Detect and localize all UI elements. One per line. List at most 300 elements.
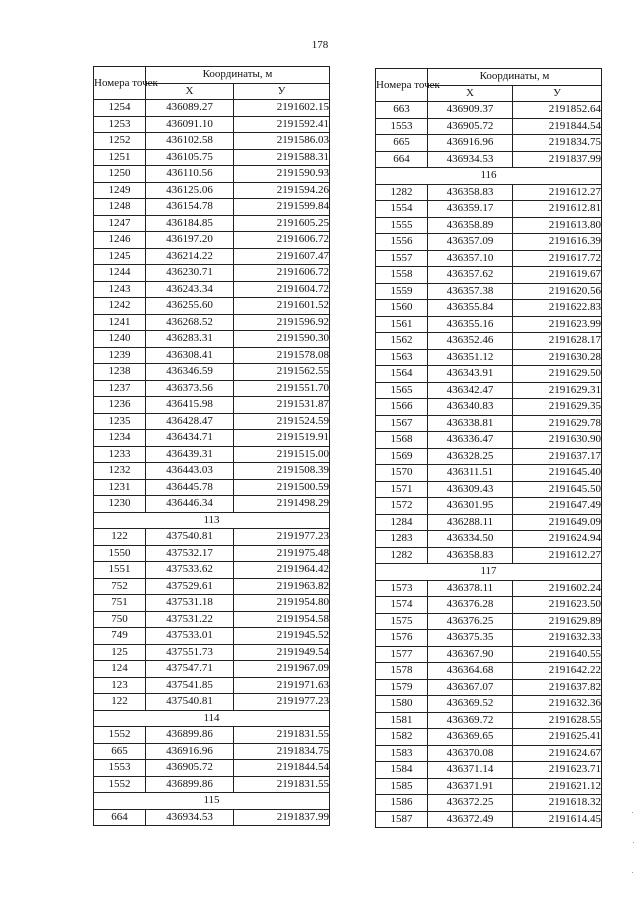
point-number-cell: 1583 [376, 745, 428, 762]
x-coordinate-cell: 436371.14 [428, 762, 513, 779]
y-coordinate-cell: 2191844.54 [234, 760, 330, 777]
point-number-cell: 1572 [376, 498, 428, 515]
header-x: Х [146, 83, 234, 100]
y-coordinate-cell: 2191601.52 [234, 298, 330, 315]
point-number-cell: 1566 [376, 399, 428, 416]
x-coordinate-cell: 436334.50 [428, 531, 513, 548]
point-number-cell: 1248 [94, 199, 146, 216]
x-coordinate-cell: 436355.16 [428, 316, 513, 333]
y-coordinate-cell: 2191967.09 [234, 661, 330, 678]
table-row [94, 611, 330, 628]
point-number-cell: 1570 [376, 465, 428, 482]
x-coordinate-cell: 436373.56 [146, 380, 234, 397]
y-coordinate-cell: 2191649.09 [513, 514, 602, 531]
y-coordinate-cell: 2191606.72 [234, 232, 330, 249]
x-coordinate-cell: 436376.28 [428, 597, 513, 614]
x-coordinate-cell: 437541.85 [146, 677, 234, 694]
y-coordinate-cell: 2191531.87 [234, 397, 330, 414]
y-coordinate-cell: 2191630.90 [513, 432, 602, 449]
table-row [376, 514, 602, 531]
table-row [94, 364, 330, 381]
header-coordinates: Координаты, м [146, 67, 330, 84]
section-number: 114 [94, 710, 330, 727]
point-number-cell: 1234 [94, 430, 146, 447]
x-coordinate-cell: 436357.09 [428, 234, 513, 251]
x-coordinate-cell: 436358.83 [428, 547, 513, 564]
y-coordinate-cell: 2191498.29 [234, 496, 330, 513]
y-coordinate-cell: 2191954.58 [234, 611, 330, 628]
point-number-cell: 1232 [94, 463, 146, 480]
y-coordinate-cell: 2191604.72 [234, 281, 330, 298]
y-coordinate-cell: 2191625.41 [513, 729, 602, 746]
point-number-cell: 1571 [376, 481, 428, 498]
y-coordinate-cell: 2191629.89 [513, 613, 602, 630]
point-number-cell: 1245 [94, 248, 146, 265]
point-number-cell: 1553 [94, 760, 146, 777]
y-coordinate-cell: 2191588.31 [234, 149, 330, 166]
table-row [376, 597, 602, 614]
point-number-cell: 1553 [376, 118, 428, 135]
x-coordinate-cell: 436338.81 [428, 415, 513, 432]
point-number-cell: 664 [94, 809, 146, 826]
table-row [376, 465, 602, 482]
table-row [376, 151, 602, 168]
table-row [376, 811, 602, 828]
y-coordinate-cell: 2191594.26 [234, 182, 330, 199]
coordinates-table-right [375, 68, 602, 828]
y-coordinate-cell: 2191837.99 [513, 151, 602, 168]
point-number-cell: 749 [94, 628, 146, 645]
x-coordinate-cell: 436184.85 [146, 215, 234, 232]
point-number-cell: 1254 [94, 100, 146, 117]
x-coordinate-cell: 437531.22 [146, 611, 234, 628]
y-coordinate-cell: 2191596.92 [234, 314, 330, 331]
section-row [376, 564, 602, 581]
point-number-cell: 1250 [94, 166, 146, 183]
x-coordinate-cell: 436288.11 [428, 514, 513, 531]
y-coordinate-cell: 2191613.80 [513, 217, 602, 234]
point-number-cell: 1564 [376, 366, 428, 383]
table-row [376, 646, 602, 663]
x-coordinate-cell: 437529.61 [146, 578, 234, 595]
y-coordinate-cell: 2191834.75 [234, 743, 330, 760]
y-coordinate-cell: 2191977.23 [234, 529, 330, 546]
y-coordinate-cell: 2191602.15 [234, 100, 330, 117]
point-number-cell: 665 [376, 135, 428, 152]
point-number-cell: 1577 [376, 646, 428, 663]
x-coordinate-cell: 436091.10 [146, 116, 234, 133]
header-x: Х [428, 85, 513, 102]
y-coordinate-cell: 2191624.67 [513, 745, 602, 762]
header-y: У [513, 85, 602, 102]
point-number-cell: 1558 [376, 267, 428, 284]
x-coordinate-cell: 436446.34 [146, 496, 234, 513]
y-coordinate-cell: 2191637.82 [513, 679, 602, 696]
y-coordinate-cell: 2191623.71 [513, 762, 602, 779]
point-number-cell: 122 [94, 529, 146, 546]
table-row [376, 580, 602, 597]
x-coordinate-cell: 436105.75 [146, 149, 234, 166]
table-row [376, 399, 602, 416]
table-row [376, 135, 602, 152]
table-row [94, 694, 330, 711]
point-number-cell: 1565 [376, 382, 428, 399]
x-coordinate-cell: 436268.52 [146, 314, 234, 331]
table-row [94, 677, 330, 694]
section-number: 115 [94, 793, 330, 810]
x-coordinate-cell: 436367.07 [428, 679, 513, 696]
point-number-cell: 1231 [94, 479, 146, 496]
x-coordinate-cell: 436243.34 [146, 281, 234, 298]
y-coordinate-cell: 2191640.55 [513, 646, 602, 663]
x-coordinate-cell: 436899.86 [146, 727, 234, 744]
y-coordinate-cell: 2191623.99 [513, 316, 602, 333]
scan-speck [633, 842, 634, 843]
x-coordinate-cell: 436899.86 [146, 776, 234, 793]
point-number-cell: 1561 [376, 316, 428, 333]
x-coordinate-cell: 436445.78 [146, 479, 234, 496]
y-coordinate-cell: 2191629.35 [513, 399, 602, 416]
table-row [94, 265, 330, 282]
x-coordinate-cell: 436309.43 [428, 481, 513, 498]
table-row [94, 760, 330, 777]
point-number-cell: 664 [376, 151, 428, 168]
point-number-cell: 1241 [94, 314, 146, 331]
y-coordinate-cell: 2191605.25 [234, 215, 330, 232]
table-row [376, 184, 602, 201]
x-coordinate-cell: 437540.81 [146, 529, 234, 546]
point-number-cell: 1233 [94, 446, 146, 463]
x-coordinate-cell: 437531.18 [146, 595, 234, 612]
table-row [376, 234, 602, 251]
x-coordinate-cell: 436439.31 [146, 446, 234, 463]
table-row [94, 347, 330, 364]
table-row [94, 446, 330, 463]
point-number-cell: 1239 [94, 347, 146, 364]
y-coordinate-cell: 2191622.83 [513, 300, 602, 317]
y-coordinate-cell: 2191977.23 [234, 694, 330, 711]
y-coordinate-cell: 2191620.56 [513, 283, 602, 300]
y-coordinate-cell: 2191963.82 [234, 578, 330, 595]
y-coordinate-cell: 2191599.84 [234, 199, 330, 216]
table-row [376, 679, 602, 696]
y-coordinate-cell: 2191508.39 [234, 463, 330, 480]
y-coordinate-cell: 2191519.91 [234, 430, 330, 447]
x-coordinate-cell: 436340.83 [428, 399, 513, 416]
x-coordinate-cell: 436372.49 [428, 811, 513, 828]
y-coordinate-cell: 2191844.54 [513, 118, 602, 135]
y-coordinate-cell: 2191632.36 [513, 696, 602, 713]
y-coordinate-cell: 2191606.72 [234, 265, 330, 282]
y-coordinate-cell: 2191602.24 [513, 580, 602, 597]
point-number-cell: 1563 [376, 349, 428, 366]
point-number-cell: 1559 [376, 283, 428, 300]
table-row [94, 809, 330, 826]
x-coordinate-cell: 436214.22 [146, 248, 234, 265]
x-coordinate-cell: 436197.20 [146, 232, 234, 249]
y-coordinate-cell: 2191612.81 [513, 201, 602, 218]
point-number-cell: 1562 [376, 333, 428, 350]
point-number-cell: 1578 [376, 663, 428, 680]
y-coordinate-cell: 2191831.55 [234, 727, 330, 744]
point-number-cell: 1284 [376, 514, 428, 531]
point-number-cell: 1582 [376, 729, 428, 746]
table-row [94, 281, 330, 298]
header-point-numbers: Номера точек [376, 69, 428, 102]
header-y: У [234, 83, 330, 100]
table-row [376, 630, 602, 647]
point-number-cell: 1576 [376, 630, 428, 647]
y-coordinate-cell: 2191551.70 [234, 380, 330, 397]
y-coordinate-cell: 2191971.63 [234, 677, 330, 694]
x-coordinate-cell: 436434.71 [146, 430, 234, 447]
x-coordinate-cell: 436359.17 [428, 201, 513, 218]
point-number-cell: 1551 [94, 562, 146, 579]
x-coordinate-cell: 436346.59 [146, 364, 234, 381]
point-number-cell: 1251 [94, 149, 146, 166]
table-row [376, 217, 602, 234]
y-coordinate-cell: 2191500.59 [234, 479, 330, 496]
table-row [94, 331, 330, 348]
table-row [376, 267, 602, 284]
table-row [376, 729, 602, 746]
point-number-cell: 1246 [94, 232, 146, 249]
table-row [94, 215, 330, 232]
point-number-cell: 1243 [94, 281, 146, 298]
table-row [376, 696, 602, 713]
table-row [376, 201, 602, 218]
x-coordinate-cell: 436369.65 [428, 729, 513, 746]
x-coordinate-cell: 436443.03 [146, 463, 234, 480]
y-coordinate-cell: 2191647.49 [513, 498, 602, 515]
table-row [94, 529, 330, 546]
y-coordinate-cell: 2191614.45 [513, 811, 602, 828]
table-row [94, 232, 330, 249]
y-coordinate-cell: 2191590.93 [234, 166, 330, 183]
y-coordinate-cell: 2191629.78 [513, 415, 602, 432]
x-coordinate-cell: 436916.96 [428, 135, 513, 152]
point-number-cell: 1230 [94, 496, 146, 513]
table-body-left [94, 100, 330, 826]
point-number-cell: 1555 [376, 217, 428, 234]
point-number-cell: 752 [94, 578, 146, 595]
table-row [94, 578, 330, 595]
point-number-cell: 122 [94, 694, 146, 711]
point-number-cell: 1581 [376, 712, 428, 729]
section-number: 113 [94, 512, 330, 529]
x-coordinate-cell: 437533.62 [146, 562, 234, 579]
y-coordinate-cell: 2191612.27 [513, 184, 602, 201]
x-coordinate-cell: 436358.89 [428, 217, 513, 234]
table-row [376, 349, 602, 366]
table-row [376, 102, 602, 119]
y-coordinate-cell: 2191619.67 [513, 267, 602, 284]
x-coordinate-cell: 436125.06 [146, 182, 234, 199]
point-number-cell: 1560 [376, 300, 428, 317]
x-coordinate-cell: 436357.10 [428, 250, 513, 267]
y-coordinate-cell: 2191616.39 [513, 234, 602, 251]
x-coordinate-cell: 436230.71 [146, 265, 234, 282]
section-row [94, 793, 330, 810]
x-coordinate-cell: 436355.84 [428, 300, 513, 317]
y-coordinate-cell: 2191975.48 [234, 545, 330, 562]
point-number-cell: 1282 [376, 184, 428, 201]
table-row [376, 712, 602, 729]
y-coordinate-cell: 2191632.33 [513, 630, 602, 647]
point-number-cell: 1238 [94, 364, 146, 381]
x-coordinate-cell: 436352.46 [428, 333, 513, 350]
point-number-cell: 1242 [94, 298, 146, 315]
x-coordinate-cell: 436370.08 [428, 745, 513, 762]
x-coordinate-cell: 436934.53 [146, 809, 234, 826]
table-row [376, 300, 602, 317]
table-row [376, 795, 602, 812]
x-coordinate-cell: 436343.91 [428, 366, 513, 383]
point-number-cell: 1569 [376, 448, 428, 465]
y-coordinate-cell: 2191586.03 [234, 133, 330, 150]
y-coordinate-cell: 2191645.40 [513, 465, 602, 482]
point-number-cell: 751 [94, 595, 146, 612]
x-coordinate-cell: 437532.17 [146, 545, 234, 562]
point-number-cell: 1283 [376, 531, 428, 548]
table-row [376, 613, 602, 630]
x-coordinate-cell: 436369.72 [428, 712, 513, 729]
y-coordinate-cell: 2191515.00 [234, 446, 330, 463]
point-number-cell: 1556 [376, 234, 428, 251]
point-number-cell: 1575 [376, 613, 428, 630]
y-coordinate-cell: 2191629.31 [513, 382, 602, 399]
y-coordinate-cell: 2191590.30 [234, 331, 330, 348]
x-coordinate-cell: 436154.78 [146, 199, 234, 216]
y-coordinate-cell: 2191834.75 [513, 135, 602, 152]
table-row [376, 250, 602, 267]
section-number: 116 [376, 168, 602, 185]
table-row [94, 116, 330, 133]
table-row [94, 166, 330, 183]
point-number-cell: 1574 [376, 597, 428, 614]
y-coordinate-cell: 2191954.80 [234, 595, 330, 612]
y-coordinate-cell: 2191607.47 [234, 248, 330, 265]
x-coordinate-cell: 436283.31 [146, 331, 234, 348]
table-row [94, 562, 330, 579]
table-row [376, 448, 602, 465]
point-number-cell: 1554 [376, 201, 428, 218]
point-number-cell: 1552 [94, 776, 146, 793]
y-coordinate-cell: 2191964.42 [234, 562, 330, 579]
table-row [94, 248, 330, 265]
y-coordinate-cell: 2191621.12 [513, 778, 602, 795]
table-row [376, 382, 602, 399]
table-row [94, 298, 330, 315]
y-coordinate-cell: 2191617.72 [513, 250, 602, 267]
y-coordinate-cell: 2191831.55 [234, 776, 330, 793]
table-row [94, 133, 330, 150]
point-number-cell: 1240 [94, 331, 146, 348]
x-coordinate-cell: 436301.95 [428, 498, 513, 515]
y-coordinate-cell: 2191628.55 [513, 712, 602, 729]
y-coordinate-cell: 2191592.41 [234, 116, 330, 133]
table-row [376, 778, 602, 795]
x-coordinate-cell: 437540.81 [146, 694, 234, 711]
table-row [94, 182, 330, 199]
x-coordinate-cell: 436351.12 [428, 349, 513, 366]
point-number-cell: 125 [94, 644, 146, 661]
point-number-cell: 1580 [376, 696, 428, 713]
table-row [376, 663, 602, 680]
y-coordinate-cell: 2191629.50 [513, 366, 602, 383]
y-coordinate-cell: 2191612.27 [513, 547, 602, 564]
x-coordinate-cell: 436905.72 [146, 760, 234, 777]
y-coordinate-cell: 2191578.08 [234, 347, 330, 364]
section-row [94, 710, 330, 727]
x-coordinate-cell: 436255.60 [146, 298, 234, 315]
y-coordinate-cell: 2191630.28 [513, 349, 602, 366]
x-coordinate-cell: 436916.96 [146, 743, 234, 760]
table-row [94, 644, 330, 661]
table-row [94, 743, 330, 760]
y-coordinate-cell: 2191837.99 [234, 809, 330, 826]
table-body-right [376, 102, 602, 828]
point-number-cell: 1557 [376, 250, 428, 267]
table-row [376, 333, 602, 350]
point-number-cell: 1550 [94, 545, 146, 562]
point-number-cell: 663 [376, 102, 428, 119]
point-number-cell: 1552 [94, 727, 146, 744]
y-coordinate-cell: 2191945.52 [234, 628, 330, 645]
table-row [94, 397, 330, 414]
point-number-cell: 1244 [94, 265, 146, 282]
x-coordinate-cell: 436102.58 [146, 133, 234, 150]
x-coordinate-cell: 436311.51 [428, 465, 513, 482]
x-coordinate-cell: 437547.71 [146, 661, 234, 678]
point-number-cell: 1568 [376, 432, 428, 449]
x-coordinate-cell: 436089.27 [146, 100, 234, 117]
table-row [376, 547, 602, 564]
point-number-cell: 1585 [376, 778, 428, 795]
table-row [94, 463, 330, 480]
table-row [376, 531, 602, 548]
table-row [376, 316, 602, 333]
point-number-cell: 1282 [376, 547, 428, 564]
x-coordinate-cell: 436328.25 [428, 448, 513, 465]
x-coordinate-cell: 436376.25 [428, 613, 513, 630]
point-number-cell: 1567 [376, 415, 428, 432]
y-coordinate-cell: 2191618.32 [513, 795, 602, 812]
table-row [94, 430, 330, 447]
point-number-cell: 1236 [94, 397, 146, 414]
x-coordinate-cell: 436415.98 [146, 397, 234, 414]
x-coordinate-cell: 436934.53 [428, 151, 513, 168]
table-row [376, 415, 602, 432]
point-number-cell: 665 [94, 743, 146, 760]
table-row [94, 628, 330, 645]
scan-speck [632, 812, 633, 813]
table-row [376, 432, 602, 449]
header-coordinates: Координаты, м [428, 69, 602, 86]
table-row [94, 314, 330, 331]
point-number-cell: 124 [94, 661, 146, 678]
x-coordinate-cell: 437551.73 [146, 644, 234, 661]
y-coordinate-cell: 2191623.50 [513, 597, 602, 614]
table-row [94, 479, 330, 496]
y-coordinate-cell: 2191637.17 [513, 448, 602, 465]
table-row [94, 496, 330, 513]
table-row [94, 149, 330, 166]
table-row [94, 727, 330, 744]
x-coordinate-cell: 436905.72 [428, 118, 513, 135]
x-coordinate-cell: 437533.01 [146, 628, 234, 645]
point-number-cell: 1235 [94, 413, 146, 430]
